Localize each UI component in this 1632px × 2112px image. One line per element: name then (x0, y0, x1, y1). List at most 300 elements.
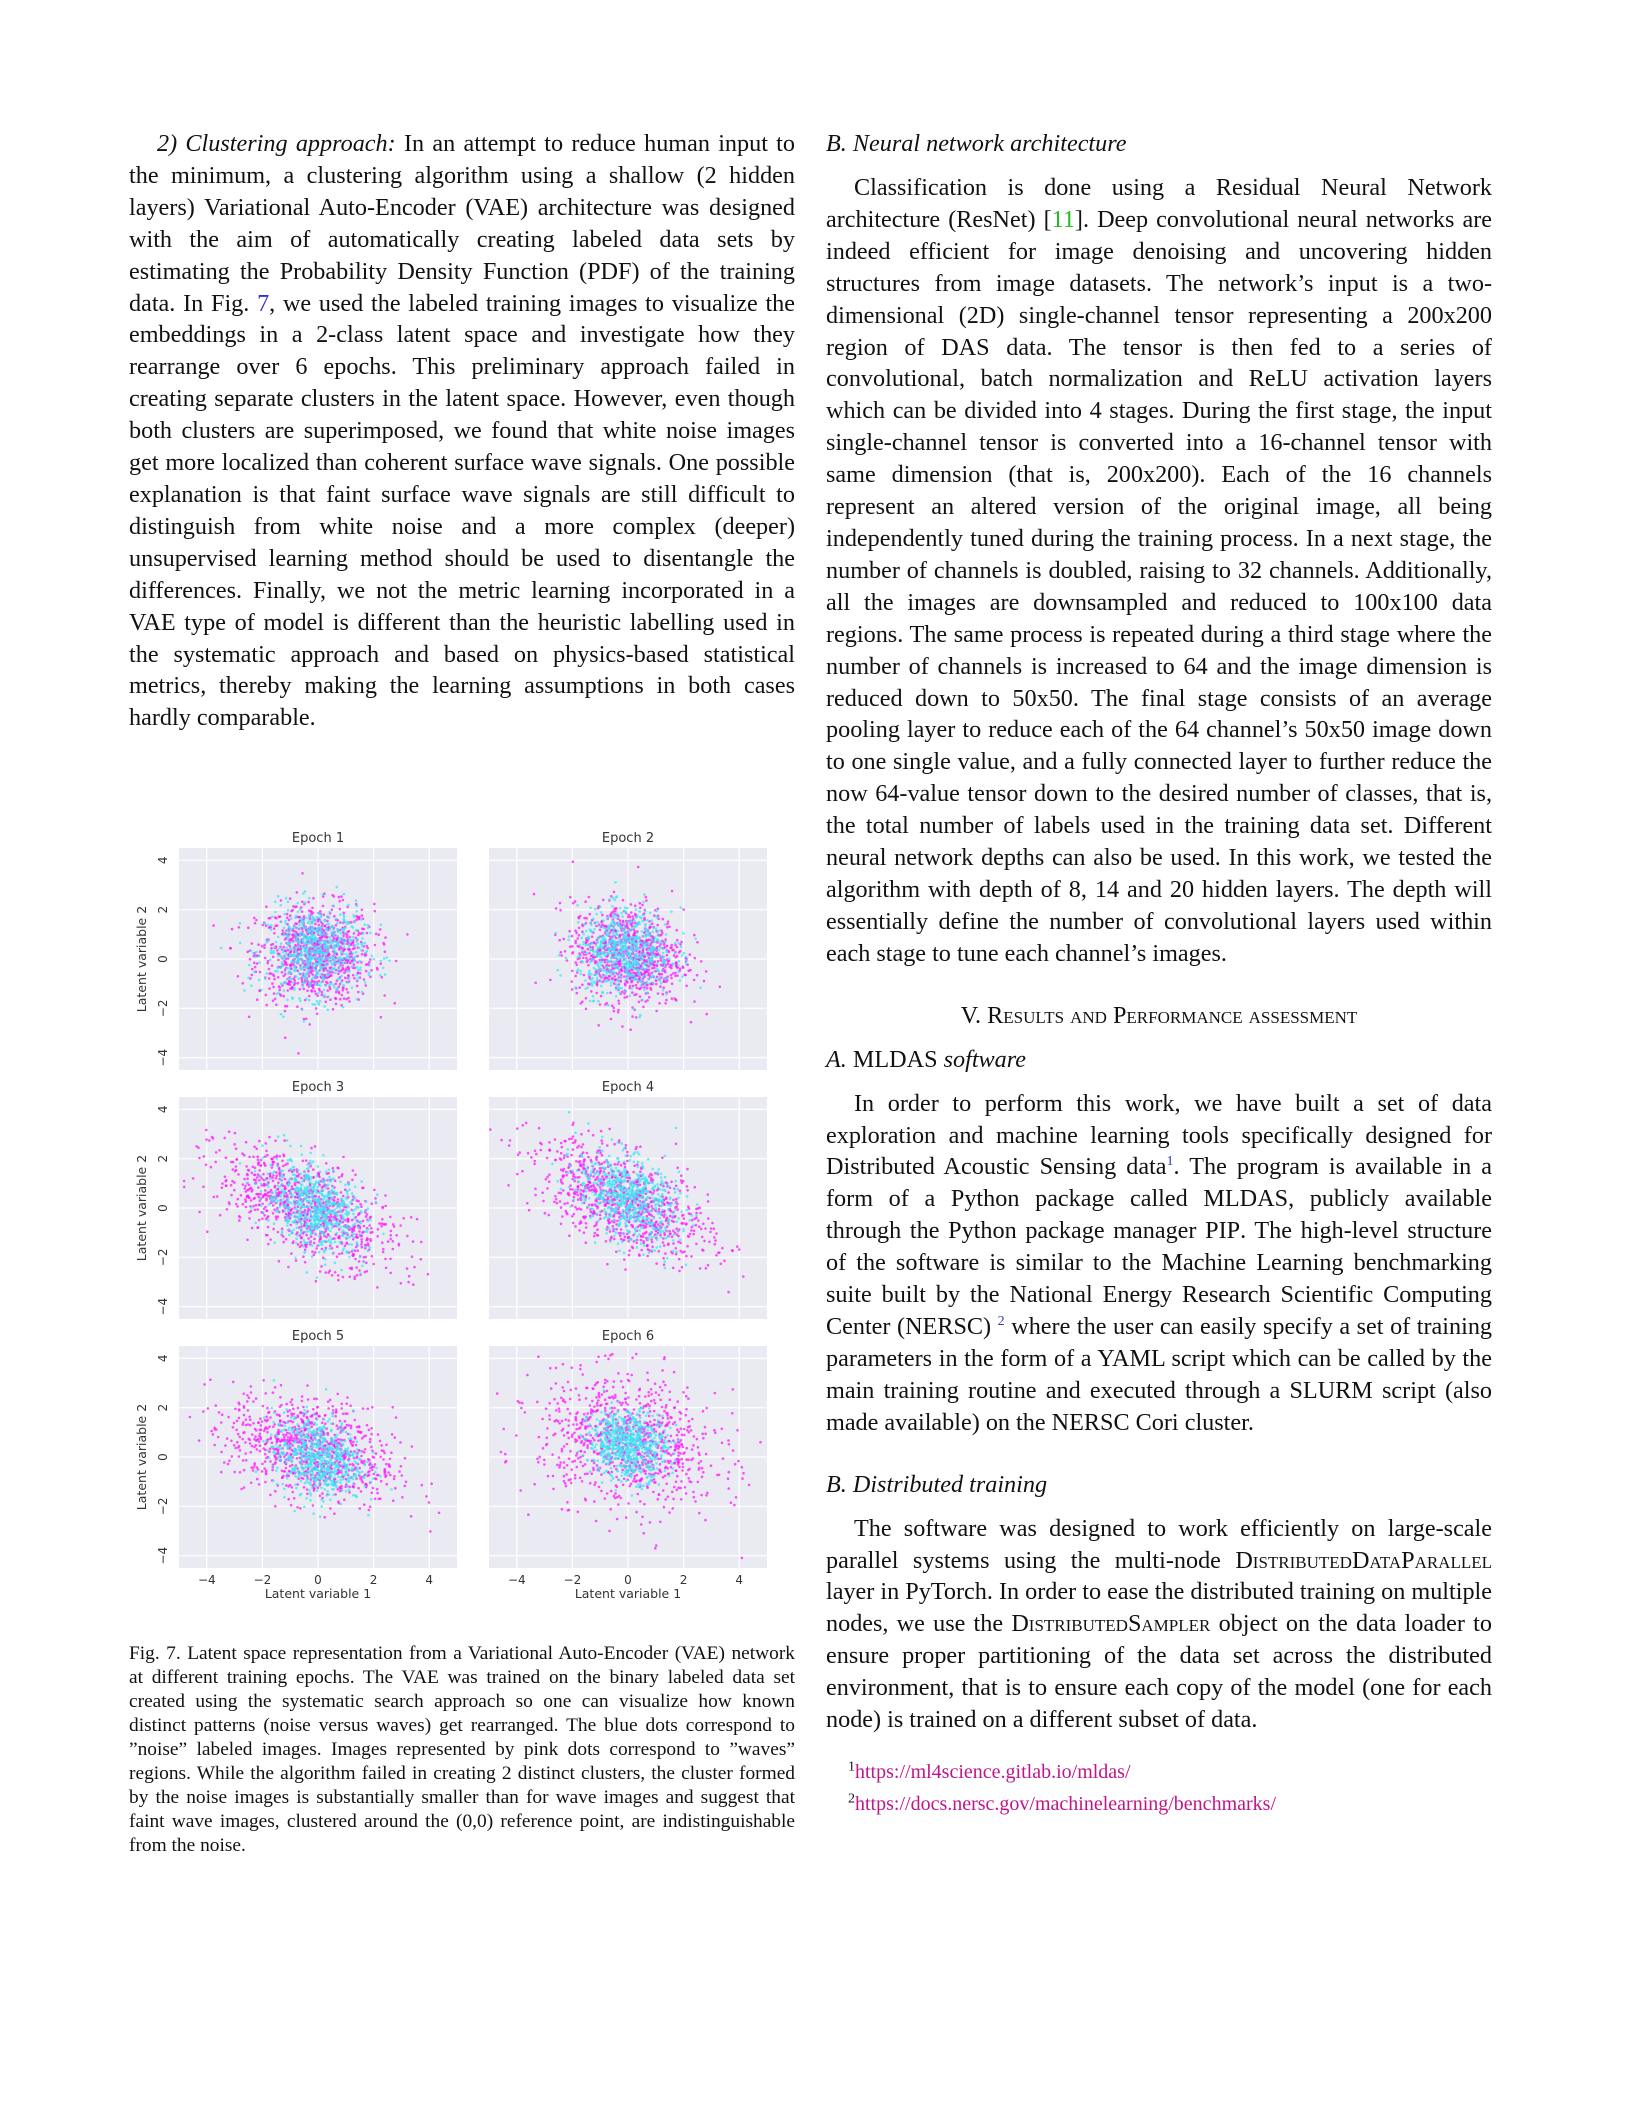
noise-points-point (600, 957, 603, 960)
waves-points-point (579, 915, 582, 918)
waves-points-point (253, 1146, 256, 1149)
noise-points-point (308, 919, 311, 922)
noise-points-point (259, 1198, 262, 1201)
noise-points-point (268, 1203, 271, 1206)
waves-points-point (664, 938, 667, 941)
waves-points-point (271, 1166, 274, 1169)
noise-points-point (300, 1172, 303, 1175)
waves-points-point (559, 909, 562, 912)
waves-points-point (576, 937, 579, 940)
noise-points-point (322, 1206, 325, 1209)
noise-points-point (298, 924, 301, 927)
noise-points-point (299, 1210, 302, 1213)
noise-points-point (637, 980, 640, 983)
noise-points-point (612, 932, 615, 935)
noise-points-point (625, 942, 628, 945)
noise-points-point (606, 960, 609, 963)
waves-points-point (377, 933, 380, 936)
noise-points-point (599, 905, 602, 908)
waves-points-point (668, 966, 671, 969)
waves-points-point (489, 1128, 492, 1131)
waves-points-point (373, 903, 376, 906)
waves-points-point (253, 1178, 256, 1181)
waves-points-point (275, 1177, 278, 1180)
noise-points-point (348, 922, 351, 925)
noise-points-point (613, 955, 616, 958)
noise-points-point (267, 1173, 270, 1176)
waves-points-point (308, 975, 311, 978)
noise-points-point (348, 958, 351, 961)
waves-points-point (318, 1173, 321, 1176)
waves-points-point (578, 927, 581, 930)
noise-points-point (311, 942, 314, 945)
noise-points-point (359, 960, 362, 963)
waves-points-point (555, 907, 558, 910)
noise-points-point (281, 1176, 284, 1179)
noise-points-point (304, 1213, 307, 1216)
waves-points-point (270, 1189, 273, 1192)
noise-points-point (302, 892, 305, 895)
waves-points-point (226, 1208, 229, 1211)
waves-points-point (332, 1008, 335, 1011)
noise-points-point (568, 935, 571, 938)
waves-points-point (253, 1174, 256, 1177)
waves-points-point (659, 985, 662, 988)
noise-points-point (308, 916, 311, 919)
waves-points-point (319, 910, 322, 913)
noise-points-point (260, 989, 263, 992)
waves-points-point (693, 1230, 696, 1233)
noise-points-point (294, 932, 297, 935)
waves-points-point (321, 994, 324, 997)
waves-points-point (338, 1235, 341, 1238)
waves-points-point (574, 929, 577, 932)
waves-points-point (641, 904, 644, 907)
waves-points-point (245, 1206, 248, 1209)
noise-points-point (354, 1208, 357, 1211)
waves-points-point (336, 1255, 339, 1258)
waves-points-point (606, 1144, 609, 1147)
waves-points-point (689, 953, 692, 956)
noise-points-point (306, 1206, 309, 1209)
waves-points-point (302, 1160, 305, 1163)
y-tick-label: −2 (156, 1248, 170, 1267)
waves-points-point (334, 1271, 337, 1274)
waves-points-point (342, 968, 345, 971)
noise-points-point (296, 927, 299, 930)
noise-points-point (289, 1145, 292, 1148)
noise-points-point (658, 954, 661, 957)
noise-points-point (360, 1180, 363, 1183)
noise-points-point (683, 952, 686, 955)
waves-points-point (374, 910, 377, 913)
noise-points-point (620, 951, 623, 954)
waves-points-point (699, 1212, 702, 1215)
waves-points-point (257, 943, 260, 946)
waves-points-point (392, 1240, 395, 1243)
waves-points-point (251, 974, 254, 977)
waves-points-point (372, 1263, 375, 1266)
waves-points-point (630, 980, 633, 983)
noise-points-point (323, 946, 326, 949)
waves-points-point (307, 1210, 310, 1213)
noise-points-point (299, 939, 302, 942)
waves-points-point (676, 939, 679, 942)
noise-points-point (620, 927, 623, 930)
noise-points-point (369, 1219, 372, 1222)
noise-points-point (352, 1213, 355, 1216)
noise-points-point (332, 957, 335, 960)
noise-points-point (293, 1212, 296, 1215)
noise-points-point (291, 1193, 294, 1196)
noise-points-point (342, 984, 345, 987)
noise-points-point (369, 932, 372, 935)
noise-points-point (368, 963, 371, 966)
noise-points-point (321, 1179, 324, 1182)
waves-points-point (581, 930, 584, 933)
waves-points-point (315, 1247, 318, 1250)
waves-points-point (382, 1223, 385, 1226)
waves-points-point (509, 1139, 512, 1142)
waves-points-point (313, 1242, 316, 1245)
noise-points-point (239, 922, 242, 925)
noise-points-point (331, 946, 334, 949)
noise-points-point (581, 960, 584, 963)
waves-points-point (289, 964, 292, 967)
noise-points-point (260, 1182, 263, 1185)
waves-points-point (639, 907, 642, 910)
noise-points-point (610, 984, 613, 987)
waves-points-point (318, 988, 321, 991)
noise-points-point (577, 921, 580, 924)
noise-points-point (282, 951, 285, 954)
noise-points-point (316, 1186, 319, 1189)
noise-points-point (316, 1188, 319, 1191)
noise-points-point (309, 923, 312, 926)
noise-points-point (635, 908, 638, 911)
waves-points-point (329, 1245, 332, 1248)
waves-points-point (341, 994, 344, 997)
waves-points-point (257, 1186, 260, 1189)
waves-points-point (252, 1205, 255, 1208)
noise-points-point (285, 946, 288, 949)
noise-points-point (310, 1219, 313, 1222)
noise-points-point (607, 948, 610, 951)
waves-points-point (389, 1216, 392, 1219)
noise-points-point (647, 978, 650, 981)
noise-points-point (640, 978, 643, 981)
noise-points-point (326, 1204, 329, 1207)
waves-points-point (350, 1267, 353, 1270)
waves-points-point (597, 1024, 600, 1027)
waves-points-point (255, 1147, 258, 1150)
noise-points-point (641, 998, 644, 1001)
noise-points-point (367, 1228, 370, 1231)
noise-points-point (291, 927, 294, 930)
waves-points-point (384, 1205, 387, 1208)
noise-points-point (612, 979, 615, 982)
waves-points-point (218, 1149, 221, 1152)
noise-points-point (310, 955, 313, 958)
waves-points-point (219, 1214, 222, 1217)
noise-points-point (330, 1209, 333, 1212)
noise-points-point (662, 952, 665, 955)
waves-points-point (274, 1139, 277, 1142)
noise-points-point (306, 1230, 309, 1233)
waves-points-point (337, 1279, 340, 1282)
noise-points-point (314, 1198, 317, 1201)
noise-points-point (356, 1220, 359, 1223)
noise-points-point (614, 947, 617, 950)
noise-points-point (585, 952, 588, 955)
noise-points-point (582, 943, 585, 946)
noise-points-point (323, 994, 326, 997)
waves-points-point (563, 1202, 566, 1205)
waves-points-point (657, 960, 660, 963)
waves-points-point (673, 954, 676, 957)
waves-points-point (348, 930, 351, 933)
noise-points-point (313, 940, 316, 943)
noise-points-point (326, 946, 329, 949)
noise-points-point (303, 1191, 306, 1194)
waves-points-point (572, 1213, 575, 1216)
noise-points-point (682, 932, 685, 935)
waves-points-point (278, 1260, 281, 1263)
waves-points-point (643, 917, 646, 920)
waves-points-point (253, 962, 256, 965)
noise-points-point (248, 964, 251, 967)
noise-points-point (640, 981, 643, 984)
waves-points-point (629, 1028, 632, 1031)
waves-points-point (268, 977, 271, 980)
waves-points-point (342, 1156, 345, 1159)
noise-points-point (355, 929, 358, 932)
waves-points-point (570, 1138, 573, 1141)
waves-points-point (364, 984, 367, 987)
noise-points-point (327, 1184, 330, 1187)
noise-points-point (303, 954, 306, 957)
waves-points-point (355, 919, 358, 922)
noise-points-point (624, 926, 627, 929)
noise-points-point (302, 939, 305, 942)
waves-points-point (251, 942, 254, 945)
noise-points-point (290, 1189, 293, 1192)
waves-points-point (294, 922, 297, 925)
noise-points-point (630, 978, 633, 981)
noise-points-point (337, 931, 340, 934)
waves-points-point (342, 989, 345, 992)
waves-points-point (344, 1245, 347, 1248)
noise-points-point (312, 966, 315, 969)
noise-points-point (267, 939, 270, 942)
y-axis-label: Latent variable 2 (134, 1154, 149, 1262)
waves-points-point (284, 1185, 287, 1188)
noise-points-point (284, 1219, 287, 1222)
waves-points-point (610, 895, 613, 898)
waves-points-point (560, 954, 563, 957)
noise-points-point (321, 978, 324, 981)
waves-points-point (257, 1163, 260, 1166)
noise-points-point (304, 1250, 307, 1253)
noise-points-point (364, 1230, 367, 1233)
noise-points-point (323, 1251, 326, 1254)
waves-points-point (389, 1234, 392, 1237)
waves-points-point (278, 985, 281, 988)
waves-points-point (325, 1236, 328, 1239)
noise-points-point (640, 984, 643, 987)
noise-points-point (262, 1156, 265, 1159)
waves-points-point (585, 942, 588, 945)
noise-points-point (288, 1182, 291, 1185)
waves-points-point (229, 947, 232, 950)
waves-points-point (347, 974, 350, 977)
waves-points-point (572, 1222, 575, 1225)
waves-points-point (381, 1206, 384, 1209)
noise-points-point (303, 1239, 306, 1242)
noise-points-point (292, 981, 295, 984)
waves-points-point (571, 970, 574, 973)
latent-space-figure (129, 822, 795, 1612)
waves-points-point (356, 1274, 359, 1277)
noise-points-point (624, 990, 627, 993)
waves-points-point (278, 1155, 281, 1158)
noise-points-point (289, 943, 292, 946)
noise-points-point (311, 1189, 314, 1192)
waves-points-point (342, 935, 345, 938)
waves-points-point (242, 982, 245, 985)
noise-points-point (655, 915, 658, 918)
noise-points-point (635, 937, 638, 940)
waves-points-point (375, 933, 378, 936)
noise-points-point (310, 1233, 313, 1236)
waves-points-point (599, 974, 602, 977)
noise-points-point (608, 952, 611, 955)
noise-points-point (641, 962, 644, 965)
waves-points-point (595, 992, 598, 995)
noise-points-point (328, 923, 331, 926)
noise-points-point (328, 1191, 331, 1194)
noise-points-point (604, 944, 607, 947)
noise-points-point (574, 986, 577, 989)
noise-points-point (360, 943, 363, 946)
waves-points-point (258, 1169, 261, 1172)
waves-points-point (634, 905, 637, 908)
waves-points-point (330, 1215, 333, 1218)
waves-points-point (216, 1195, 219, 1198)
waves-points-point (346, 936, 349, 939)
waves-points-point (612, 1007, 615, 1010)
noise-points-point (659, 979, 662, 982)
waves-points-point (675, 1143, 678, 1146)
waves-points-point (402, 1217, 405, 1220)
noise-points-point (352, 1224, 355, 1227)
waves-points-point (339, 921, 342, 924)
waves-points-point (338, 1253, 341, 1256)
noise-points-point (355, 951, 358, 954)
noise-points-point (354, 1186, 357, 1189)
noise-points-point (367, 1207, 370, 1210)
noise-points-point (306, 938, 309, 941)
noise-points-point (327, 957, 330, 960)
waves-points-point (672, 1242, 675, 1245)
waves-points-point (235, 1203, 238, 1206)
noise-points-point (309, 1226, 312, 1229)
waves-points-point (278, 915, 281, 918)
noise-points-point (323, 1240, 326, 1243)
noise-points-point (616, 913, 619, 916)
waves-points-point (314, 1251, 317, 1254)
noise-points-point (341, 1234, 344, 1237)
waves-points-point (324, 1230, 327, 1233)
noise-points-point (314, 969, 317, 972)
waves-points-point (333, 915, 336, 918)
noise-points-point (302, 975, 305, 978)
noise-points-point (320, 952, 323, 955)
noise-points-point (599, 961, 602, 964)
waves-points-point (672, 972, 675, 975)
waves-points-point (272, 973, 275, 976)
waves-points-point (370, 1240, 373, 1243)
waves-points-point (356, 961, 359, 964)
noise-points-point (604, 955, 607, 958)
noise-points-point (307, 1179, 310, 1182)
noise-points-point (267, 1219, 270, 1222)
waves-points-point (366, 947, 369, 950)
noise-points-point (327, 1179, 330, 1182)
noise-points-point (699, 987, 702, 990)
noise-points-point (652, 931, 655, 934)
waves-points-point (256, 1176, 259, 1179)
waves-points-point (407, 1281, 410, 1284)
waves-points-point (284, 950, 287, 953)
noise-points-point (323, 989, 326, 992)
waves-points-point (315, 1007, 318, 1010)
waves-points-point (585, 1008, 588, 1011)
noise-points-point (309, 1205, 312, 1208)
noise-points-point (663, 977, 666, 980)
waves-points-point (378, 1222, 381, 1225)
noise-points-point (672, 963, 675, 966)
waves-points-point (355, 1236, 358, 1239)
noise-points-point (324, 1258, 327, 1261)
noise-points-point (595, 944, 598, 947)
noise-points-point (589, 1000, 592, 1003)
noise-points-point (637, 957, 640, 960)
waves-points-point (340, 1191, 343, 1194)
noise-points-point (296, 956, 299, 959)
noise-points-point (246, 1181, 249, 1184)
waves-points-point (380, 1016, 383, 1019)
waves-points-point (655, 1262, 658, 1265)
waves-points-point (245, 1165, 248, 1168)
noise-points-point (351, 1243, 354, 1246)
waves-points-point (361, 953, 364, 956)
noise-points-point (330, 931, 333, 934)
noise-points-point (357, 968, 360, 971)
noise-points-point (604, 930, 607, 933)
noise-points-point (317, 992, 320, 995)
fig-7-link[interactable]: 7 (257, 289, 270, 317)
waves-points-point (263, 944, 266, 947)
waves-points-point (682, 908, 685, 911)
waves-points-point (696, 941, 699, 944)
noise-points-point (602, 926, 605, 929)
waves-points-point (361, 914, 364, 917)
noise-points-point (674, 942, 677, 945)
noise-points-point (649, 959, 652, 962)
waves-points-point (665, 999, 668, 1002)
noise-points-point (325, 969, 328, 972)
